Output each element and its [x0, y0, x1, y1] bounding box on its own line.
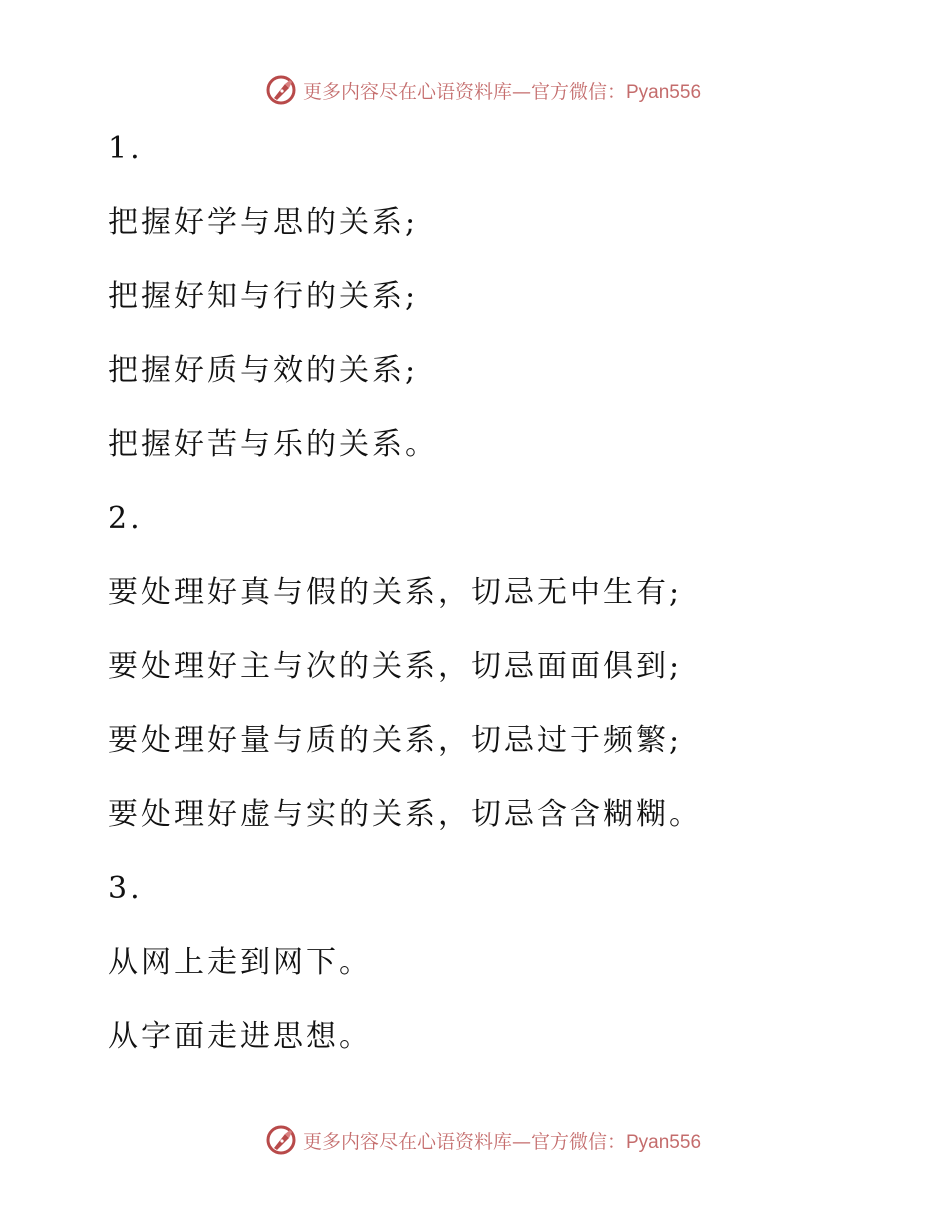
- footer-watermark: [0, 1120, 950, 1160]
- header-watermark: [0, 70, 950, 110]
- text-line: 要处理好虚与实的关系，切忌含含糊糊。: [108, 797, 702, 832]
- watermark-wechat-id: Pyan556: [626, 1131, 702, 1153]
- text-line: 要处理好主与次的关系，切忌面面俱到;: [108, 649, 683, 684]
- watermark-wechat-id: Pyan556: [626, 81, 702, 103]
- text-line: 把握好知与行的关系;: [108, 279, 419, 314]
- pen-nib-logo-icon: [265, 74, 297, 106]
- text-line: 把握好质与效的关系;: [108, 353, 419, 388]
- text-line: 把握好苦与乐的关系。: [108, 427, 438, 462]
- pen-nib-logo-icon: [265, 1124, 297, 1156]
- text-line: 要处理好真与假的关系，切忌无中生有;: [108, 575, 683, 610]
- watermark-text: [303, 77, 701, 104]
- section-number-1: 1.: [108, 131, 143, 166]
- text-line: 从字面走进思想。: [108, 1019, 372, 1054]
- text-line: 把握好学与思的关系;: [108, 205, 419, 240]
- watermark-text: [303, 1127, 701, 1154]
- watermark-text-cn: 更多内容尽在心语资料库—官方微信：: [302, 80, 626, 103]
- section-number-3: 3.: [108, 871, 143, 906]
- watermark-text-cn: 更多内容尽在心语资料库—官方微信：: [302, 1130, 626, 1153]
- document-body: [108, 112, 868, 1074]
- section-number-2: 2.: [108, 501, 143, 536]
- text-line: 从网上走到网下。: [108, 945, 372, 980]
- text-line: 要处理好量与质的关系，切忌过于频繁;: [108, 723, 683, 758]
